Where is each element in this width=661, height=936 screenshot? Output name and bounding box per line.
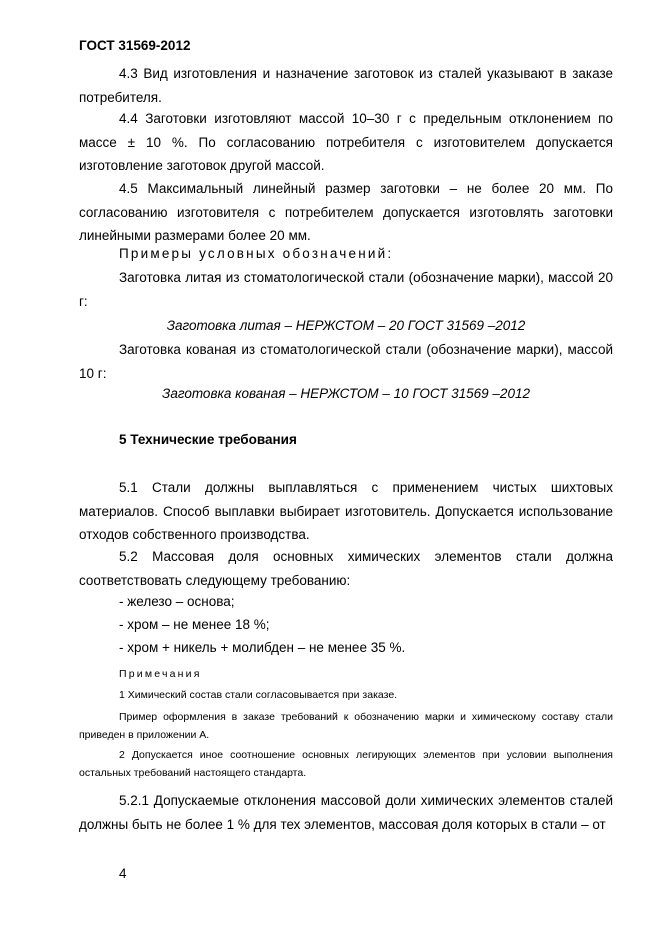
example-2-designation: Заготовка кованая – НЕРЖСТОМ – 10 ГОСТ 31569 –2012: [162, 386, 530, 401]
document-header: ГОСТ 31569-2012: [79, 38, 191, 53]
list-item: - хром – не менее 18 %;: [119, 617, 270, 632]
example-1-text: Заготовка литая из стоматологической стали (обозначение марки), массой 20 г:: [79, 270, 613, 309]
note-1: 1 Химический состав стали согласовывается при заказе.: [119, 689, 398, 701]
list-item: - железо – основа;: [119, 594, 235, 609]
paragraph-4-4: 4.4 Заготовки изготовляют массой 10–30 г с предельным отклонением по массе ± 10 %. По согласованию потребителя с изготовителем допускается изготовление заготовок другой массой.: [79, 111, 613, 173]
list-item: - хром + никель + молибден – не менее 35 %.: [119, 640, 406, 655]
note-1-example: Пример оформления в заказе требований к обозначению марки и химическому составу стали приведен в приложении А.: [79, 711, 613, 741]
paragraph-5-2: 5.2 Массовая доля основных химических элементов стали должна соответствовать следующему требованию:: [79, 549, 613, 588]
paragraph-4-5: 4.5 Максимальный линейный размер заготовки – не более 20 мм. По согласованию изготовителя с потребителем допускается изготовлять заготовки линейными размерами более 20 мм.: [79, 181, 613, 243]
paragraph-5-1: 5.1 Стали должны выплавляться с применением чистых шихтовых материалов. Способ выплавки выбирает изготовитель. Допускается использование отходов собственного производства.: [79, 480, 613, 542]
example-2-text: Заготовка кованая из стоматологической стали (обозначение марки), массой 10 г:: [79, 342, 613, 381]
notes-label: Примечания: [119, 668, 202, 680]
page-number: 4: [119, 866, 127, 881]
examples-label: Примеры условных обозначений:: [119, 246, 394, 261]
section-5-title: 5 Технические требования: [119, 432, 297, 447]
paragraph-4-3: 4.3 Вид изготовления и назначение заготовок из сталей указывают в заказе потребителя.: [79, 66, 613, 105]
note-2: 2 Допускается иное соотношение основных легирующих элементов при условии выполнения остальных требований настоящего стандарта.: [79, 749, 613, 779]
example-1-designation: Заготовка литая – НЕРЖСТОМ – 20 ГОСТ 31569 –2012: [166, 318, 526, 333]
paragraph-5-2-1: 5.2.1 Допускаемые отклонения массовой доли химических элементов сталей должны быть не более 1 % для тех элементов, массовая доля которых в стали – от: [79, 793, 613, 832]
